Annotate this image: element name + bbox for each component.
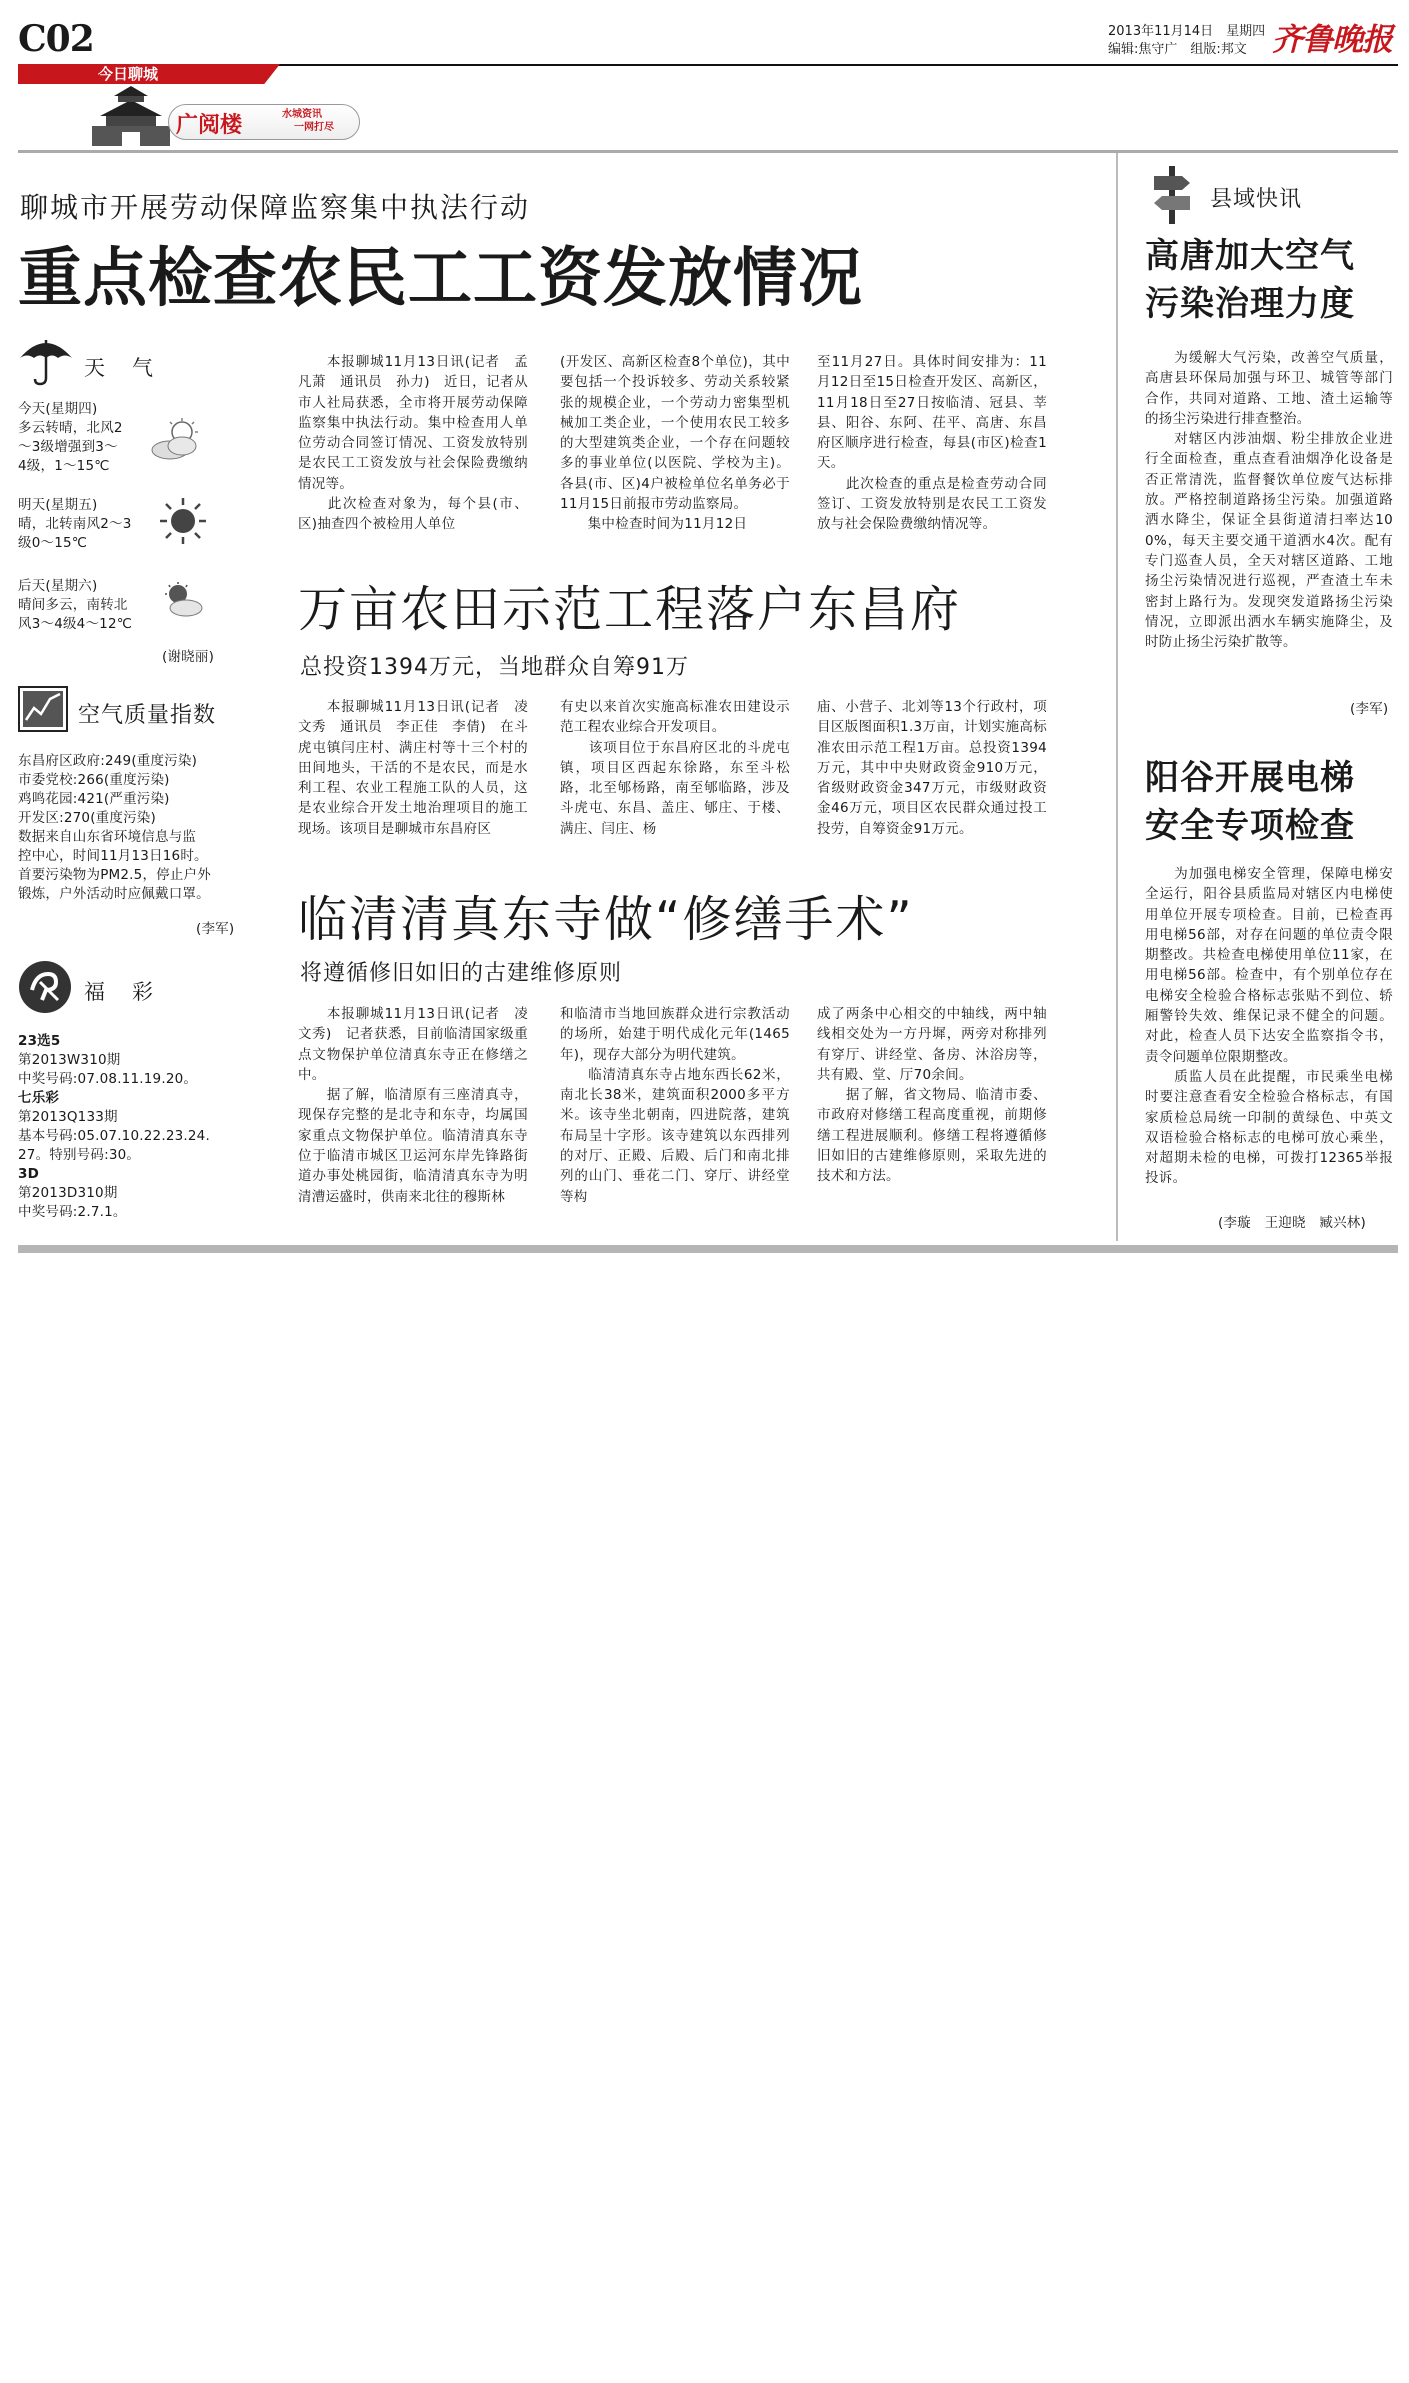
- sun-icon: [158, 496, 208, 546]
- article1-column: 本报聊城11月13日讯(记者 孟凡萧 通讯员 孙力) 近日，记者从市人社局获悉，全市将开展劳动保障监察集中执法行动。集中检查用人单位劳动合同签订情况、工资发放特别是农民工工资发放与社会保险费缴纳情况等。 此次检查对象为，每个县(市、区)抽查四个被检用人单位: [298, 354, 528, 533]
- lottery-line: 23选5: [18, 1033, 61, 1049]
- lottery-line: 3D: [18, 1166, 39, 1182]
- article1-kicker: 聊城市开展劳动保障监察集中执法行动: [20, 191, 531, 224]
- county-news-heading: 县域快讯: [1210, 187, 1303, 212]
- weather-desc: 晴，北转南风2～3 级0～15℃: [18, 516, 132, 551]
- section-tag: 今日聊城: [98, 65, 159, 83]
- story2-headline-line: 阳谷开展电梯: [1145, 758, 1355, 798]
- weather-credit: (谢晓丽): [162, 649, 215, 665]
- lottery-line: 基本号码:05.07.10.22.23.24.: [18, 1128, 210, 1144]
- editor-line: 编辑:焦守广 组版:邦文: [1108, 42, 1247, 57]
- lottery-line: 中奖号码:2.7.1。: [18, 1204, 127, 1220]
- article3-subhead: 将遵循修旧如旧的古建维修原则: [300, 961, 623, 986]
- paper-name-logo: 齐鲁晚报: [1272, 22, 1392, 58]
- tower-icon: [86, 86, 176, 148]
- column-separator: [1116, 153, 1118, 1241]
- lottery-line: 第2013W310期: [18, 1052, 121, 1068]
- weather-day: 明天(星期五): [18, 497, 98, 513]
- story1-headline-line: 污染治理力度: [1145, 284, 1355, 324]
- air-quality-line: 东昌府区政府:249(重度污染): [18, 753, 198, 769]
- story2-body: 为加强电梯安全管理，保障电梯安全运行，阳谷县质监局对辖区内电梯使用单位开展专项检查。目前，已检查再用电梯56部，对存在问题的单位责令限期整改。共检查电梯使用单位11家，在用电梯56部。检查中，有个别单位存在电梯安全检验合格标志张贴不到位、轿厢警铃失效、维保记录不健全的问题。对此，检查人员下达安全监察指令书，责令问题单位限期整改。 质监人员在此提醒，市民乘坐电梯时要注意查看安全检验合格标志，有国家质检总局统一印制的黄绿色、中英文双语检验合格标志的电梯可放心乘坐，对超期未检的电梯，可拨打12365举报投诉。: [1145, 866, 1393, 1187]
- air-quality-line: 控中心，时间11月13日16时。: [18, 848, 208, 864]
- signpost-icon: [1152, 166, 1192, 224]
- article3-column: 和临清市当地回族群众进行宗教活动的场所，始建于明代成化元年(1465年)，现存大部分为明代建筑。 临清清真东寺占地东西长62米，南北长38米，建筑面积2000多平方米。该寺坐北朝南，四进院落，建筑布局呈十字形。该寺建筑以东西排列的对厅、正殿、后殿、后门和南北排列的山门、垂花二门、穿厅、讲经堂等构: [560, 1006, 790, 1205]
- weather-day: 今天(星期四): [18, 401, 98, 417]
- weather-desc: 多云转晴，北风2 ～3级增强到3～ 4级，1～15℃: [18, 420, 123, 474]
- article1-column: 至11月27日。具体时间安排为：11月12日至15日检查开发区、高新区，11月18日至27日按临清、冠县、莘县、阳谷、东阿、茌平、高唐、东昌府区顺序进行检查，每县(市区)检查1天。 此次检查的重点是检查劳动合同签订、工资发放特别是农民工工资发放与社会保险费缴纳情况等。: [817, 354, 1047, 533]
- air-quality-credit: (李军): [196, 921, 235, 937]
- column-name: 广阅楼: [176, 112, 243, 138]
- umbrella-icon: [18, 334, 74, 386]
- weather-heading: 天 气: [84, 356, 156, 380]
- air-quality-list: [18, 752, 248, 904]
- article2-column: 有史以来首次实施高标准农田建设示范工程农业综合开发项目。 该项目位于东昌府区北的斗虎屯镇，项目区西起东徐路，东至斗松路，北至郇杨路，南至郇临路，涉及斗虎屯、东昌、盖庄、郇庄、于楼、满庄、闫庄、杨: [560, 699, 790, 837]
- air-quality-line: 锻炼，户外活动时应佩戴口罩。: [18, 886, 210, 902]
- air-quality-line: 数据来自山东省环境信息与监: [18, 829, 197, 845]
- sun-behind-cloud-icon: [156, 582, 206, 620]
- column-slogan-line: 水城资讯: [282, 109, 322, 120]
- lottery-line: 第2013D310期: [18, 1185, 118, 1201]
- story1-credit: (李军): [1350, 701, 1389, 717]
- story1-headline-line: 高唐加大空气: [1145, 236, 1355, 276]
- column-slogan-line: 一网打尽: [294, 122, 334, 133]
- page-number: C02: [18, 18, 94, 60]
- top-separator: [18, 150, 1398, 153]
- air-quality-heading: 空气质量指数: [78, 703, 217, 728]
- article2-subhead: 总投资1394万元，当地群众自筹91万: [300, 655, 689, 680]
- lottery-heading: 福 彩: [84, 980, 156, 1004]
- story2-credit: (李璇 王迎晓 臧兴林): [1218, 1215, 1366, 1231]
- story1-body: 为缓解大气污染，改善空气质量，高唐县环保局加强与环卫、城管等部门合作，共同对道路、工地、渣土运输等的扬尘污染进行排查整治。 对辖区内涉油烟、粉尘排放企业进行全面检查，重点查看油烟净化设备是否正常清洗，监督餐饮单位废气达标排放。严格控制道路扬尘污染。加强道路洒水降尘，保证全县街道清扫率达100%，每天主要交通干道洒水4次。配有专门巡查人员，全天对辖区道路、工地扬尘污染情况进行巡视，严查渣土车未密封上路行为。发现突发道路扬尘污染情况，立即派出洒水车辆实施降尘，及时防止扬尘污染扩散等。: [1145, 350, 1393, 651]
- article3-column: 成了两条中心相交的中轴线，两中轴线相交处为一方丹墀，两旁对称排列有穿厅、讲经堂、备房、沐浴房等，共有殿、堂、厅70余间。 据了解，省文物局、临清市委、市政府对修缮工程高度重视，前期修缮工程进展顺利。修缮工程将遵循修旧如旧的古建维修原则，采取先进的技术和方法。: [817, 1006, 1047, 1185]
- column-slogan: [282, 108, 362, 134]
- story1-headline: [1145, 232, 1355, 328]
- air-quality-line: 鸡鸣花园:421(严重污染): [18, 791, 170, 807]
- air-quality-line: 首要污染物为PM2.5，停止户外: [18, 867, 211, 883]
- lottery-line: 七乐彩: [18, 1090, 60, 1106]
- date-line: 2013年11月14日 星期四: [1108, 24, 1266, 39]
- air-quality-line: 开发区:270(重度污染): [18, 810, 156, 826]
- article2-column: 本报聊城11月13日讯(记者 凌文秀 通讯员 李正佳 李倩) 在斗虎屯镇闫庄村、满庄村等十三个村的田间地头，干活的不是农民，而是水利工程、农业工程施工队的人员，这是农业综合开发土地治理项目的施工现场。该项目是聊城市东昌府区: [298, 699, 528, 837]
- welfare-lottery-icon: [18, 960, 72, 1014]
- lottery-line: 中奖号码:07.08.11.19.20。: [18, 1071, 198, 1087]
- line-chart-icon: [18, 686, 68, 732]
- article2-column: 庙、小营子、北刘等13个行政村，项目区版图面积1.3万亩，计划实施高标准农田示范工程1万亩。总投资1394万元，其中中央财政资金910万元，省级财政资金347万元，市级财政资金46万元，项目区农民群众通过投工投劳，自筹资金91万元。: [817, 699, 1047, 837]
- lottery-line: 第2013Q133期: [18, 1109, 118, 1125]
- lottery-list: [18, 1032, 258, 1222]
- weather-desc: 晴间多云，南转北 风3～4级4～12℃: [18, 597, 133, 632]
- article3-headline: 临清清真东寺做“修缮手术”: [298, 891, 914, 948]
- article1-column: (开发区、高新区检查8个单位)，其中要包括一个投诉较多、劳动关系较紧张的规模企业，一个劳动力密集型机械加工类企业，一个使用农民工较多的大型建筑类企业，一个存在问题较多的事业单位(以医院、学校为主)。各县(市、区)4户被检单位名单务必于11月15日前报市劳动监察局。 集中检查时间为11月12日: [560, 354, 790, 533]
- air-quality-line: 市委党校:266(重度污染): [18, 772, 170, 788]
- story2-headline-line: 安全专项检查: [1145, 806, 1355, 846]
- weather-day: 后天(星期六): [18, 578, 98, 594]
- article1-headline: 重点检查农民工工资发放情况: [18, 241, 863, 316]
- article2-headline: 万亩农田示范工程落户东昌府: [298, 581, 962, 638]
- article3-column: 本报聊城11月13日讯(记者 凌文秀) 记者获悉，目前临清国家级重点文物保护单位清真东寺正在修缮之中。 据了解，临清原有三座清真寺，现保存完整的是北寺和东寺，均属国家重点文物保护单位。临清清真东寺位于临清市城区卫运河东岸先锋路街道办事处桃园街，临清清真东寺为明清漕运盛时，供南来北往的穆斯林: [298, 1006, 528, 1205]
- lottery-line: 27。特别号码:30。: [18, 1147, 141, 1163]
- story2-headline: [1145, 754, 1355, 850]
- bottom-separator: [18, 1245, 1398, 1253]
- sun-behind-cloud-icon: [148, 418, 210, 462]
